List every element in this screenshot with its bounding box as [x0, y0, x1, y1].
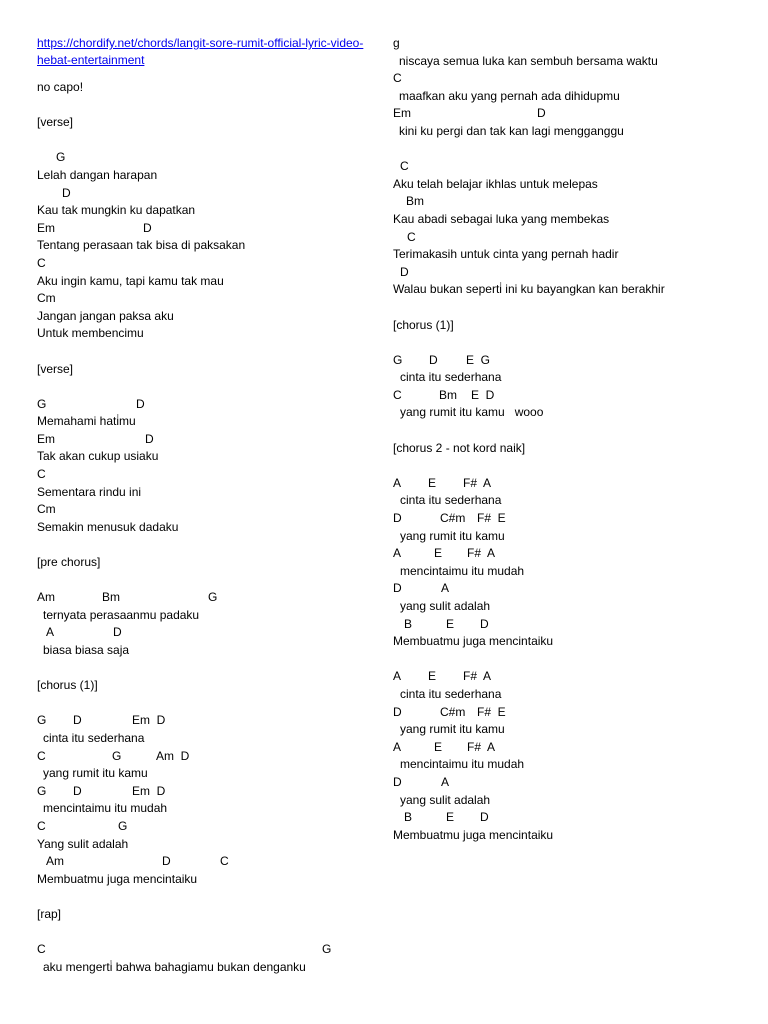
- chord: A: [393, 546, 402, 561]
- chord-line: [37, 220, 382, 238]
- capo-note: no capo!: [37, 80, 84, 94]
- chord: D: [393, 774, 402, 789]
- chord: Em D: [132, 713, 166, 728]
- lyric-line: yang rumit itu kamu: [43, 766, 148, 781]
- chord: C: [220, 854, 229, 869]
- lyric-line: yang rumit itu kamu: [400, 528, 505, 543]
- chord-line: [393, 105, 753, 123]
- chord-line: [393, 158, 753, 176]
- chord: D: [393, 581, 402, 596]
- chord: C#m: [440, 704, 466, 719]
- chord-line: [393, 35, 753, 53]
- chord: D: [480, 810, 489, 825]
- chord: E: [434, 739, 443, 754]
- lyric-line: Sementara rindu ini: [37, 484, 142, 499]
- chord: E: [428, 475, 437, 490]
- section-label: [rap]: [37, 906, 62, 921]
- chord-line: [37, 501, 382, 519]
- chord-line: [393, 545, 753, 563]
- lyric-line: kini ku pergi dan tak kan lagi mengganggu: [399, 123, 624, 138]
- chord: Cm: [37, 291, 56, 306]
- chord: E: [428, 669, 437, 684]
- chord: Em: [37, 431, 55, 446]
- chord: Em D: [132, 783, 166, 798]
- chord: D: [162, 854, 171, 869]
- chord: G: [56, 150, 66, 165]
- lyric-line: Walau bukan seperti̇ ini ku bayangkan kan berakhir: [393, 282, 665, 297]
- chord: C: [393, 387, 402, 402]
- chord: Bm: [406, 194, 424, 209]
- chord-line: [37, 818, 382, 836]
- chord: F# A: [467, 546, 496, 561]
- lyric-line: Terimakasih untuk cinta yang pernah hadir: [393, 247, 619, 262]
- chord: D: [73, 713, 82, 728]
- chord: C: [37, 818, 46, 833]
- chord: G: [112, 748, 122, 763]
- chord-line: [393, 616, 753, 634]
- lyric-line: Membuatmu juga mencintaiku: [393, 827, 554, 842]
- lyric-line: cinta itu sederhana: [400, 493, 502, 508]
- chord: C: [37, 255, 46, 270]
- chord: D: [429, 352, 438, 367]
- lyric-line: Aku ingin kamu, tapi kamu tak mau: [37, 273, 224, 288]
- chord: G: [118, 818, 128, 833]
- chord-line: [37, 466, 382, 484]
- chord: Em: [37, 220, 55, 235]
- chord: G: [37, 713, 47, 728]
- chord-line: [37, 149, 382, 167]
- lyric-line: cinta itu sederhana: [400, 686, 502, 701]
- lyric-line: aku mengerti̇ bahwa bahagiamu bukan denganku: [43, 959, 306, 974]
- chord: G: [208, 590, 218, 605]
- lyric-line: yang rumit itu kamu: [400, 722, 505, 737]
- chord: Cm: [37, 502, 56, 517]
- chord: C: [393, 71, 402, 86]
- chord: G: [37, 396, 47, 411]
- lyric-line: niscaya semua luka kan sembuh bersama waktu: [399, 53, 658, 68]
- chord-line: [393, 809, 753, 827]
- chord-line: [393, 193, 753, 211]
- chord: A: [46, 625, 55, 640]
- chord: F# E: [477, 511, 506, 526]
- chord: D: [143, 220, 152, 235]
- chord-line: [37, 290, 382, 308]
- lyric-line: Memahami hati̇mu: [37, 414, 136, 429]
- source-link[interactable]: https://chordify.net/chords/langit-sore-rumit-official-lyric-video-hebat-entertainment: [37, 36, 364, 67]
- right-column: [393, 35, 753, 844]
- chord: Em: [393, 106, 411, 121]
- chord: A: [441, 774, 450, 789]
- chord-line: [393, 774, 753, 792]
- chord: D: [136, 396, 145, 411]
- left-column: [37, 35, 382, 976]
- chord-line: [393, 739, 753, 757]
- chord: Am: [46, 854, 64, 869]
- chord: A: [393, 669, 402, 684]
- lyric-line: Semakin menusuk dadaku: [37, 519, 179, 534]
- chord: D: [480, 616, 489, 631]
- chord: D: [145, 431, 154, 446]
- section-label: [pre chorus]: [37, 555, 101, 570]
- chord: D: [537, 106, 546, 121]
- chord: E: [434, 546, 443, 561]
- chord: D: [400, 264, 409, 279]
- chord: F# E: [477, 704, 506, 719]
- chord: C: [37, 467, 46, 482]
- lyric-line: Tentang perasaan tak bisa di paksakan: [37, 238, 246, 253]
- chord-line: [37, 185, 382, 203]
- chord-line: [393, 704, 753, 722]
- chord: F# A: [467, 739, 496, 754]
- chord: C: [37, 748, 46, 763]
- lyric-line: biasa biasa saja: [43, 643, 130, 657]
- lyric-line: cinta itu sederhana: [400, 370, 502, 385]
- chord-line: [393, 475, 753, 493]
- chord: D: [113, 625, 122, 640]
- chord-line: [37, 396, 382, 414]
- lyric-line: Membuatmu juga mencintaiku: [37, 871, 198, 886]
- lyric-line: Jangan jangan paksa aku: [37, 308, 174, 323]
- lyric-line: yang rumit itu kamu wooo: [400, 405, 544, 420]
- chord-line: [37, 624, 382, 642]
- chord: B: [404, 810, 413, 825]
- chord: Am D: [156, 748, 190, 763]
- chord-line: [393, 229, 753, 247]
- chord-line: [37, 589, 382, 607]
- chord-line: [393, 264, 753, 282]
- chord: Bm: [102, 590, 120, 605]
- chord: B: [404, 616, 413, 631]
- chord: A: [393, 739, 402, 754]
- lyric-line: mencintaimu itu mudah: [43, 801, 168, 816]
- chord-line: [393, 668, 753, 686]
- chord: C#m: [440, 511, 466, 526]
- section-label: [verse]: [37, 115, 74, 130]
- chord: G: [393, 352, 403, 367]
- lyric-line: Kau tak mungkin ku dapatkan: [37, 203, 196, 218]
- chord-line: [393, 387, 753, 405]
- lyric-line: Kau abadi sebagai luka yang membekas: [393, 211, 610, 226]
- chord-line: [37, 853, 382, 871]
- lyric-line: mencintaimu itu mudah: [400, 757, 525, 772]
- lyric-line: Lelah dangan harapan: [37, 167, 158, 182]
- chord: E: [446, 616, 455, 631]
- lyric-line: Membuatmu juga mencintaiku: [393, 634, 554, 649]
- section-label: [chorus 2 - not kord naik]: [393, 440, 526, 455]
- chord-line: [37, 941, 382, 959]
- chord-line: [37, 431, 382, 449]
- lyric-line: Untuk membencimu: [37, 326, 144, 341]
- chord: G: [37, 783, 47, 798]
- lyric-line: maafkan aku yang pernah ada dihidupmu: [399, 88, 620, 103]
- chord-line: [393, 580, 753, 598]
- chord: E D: [471, 387, 495, 402]
- chord-line: [37, 712, 382, 730]
- chord: g: [393, 36, 400, 50]
- lyric-line: Tak akan cukup usiaku: [37, 449, 159, 464]
- lyric-line: Yang sulit adalah: [37, 836, 129, 851]
- chord: F# A: [463, 475, 492, 490]
- chord: A: [393, 475, 402, 490]
- section-label: [chorus (1)]: [393, 317, 454, 332]
- lyric-line: yang sulit adalah: [400, 599, 491, 613]
- chord-line: [393, 70, 753, 88]
- chord: E: [446, 810, 455, 825]
- chord: C: [407, 229, 416, 244]
- chord: D: [393, 704, 402, 719]
- lyric-line: Aku telah belajar ikhlas untuk melepas: [393, 176, 598, 191]
- chord-line: [393, 510, 753, 528]
- lyric-line: cinta itu sederhana: [43, 730, 145, 745]
- lyric-line: yang sulit adalah: [400, 792, 491, 807]
- chord-line: [37, 255, 382, 273]
- lyric-line: mencintaimu itu mudah: [400, 563, 525, 578]
- chord: D: [73, 783, 82, 798]
- section-label: [verse]: [37, 361, 74, 376]
- section-label: [chorus (1)]: [37, 678, 98, 693]
- chord: C: [37, 942, 46, 957]
- chord: G: [322, 942, 332, 957]
- chord: F# A: [463, 669, 492, 684]
- chord: E G: [466, 352, 491, 367]
- lyric-line: ternyata perasaanmu padaku: [43, 607, 200, 622]
- chord: D: [393, 511, 402, 526]
- chord: A: [441, 581, 450, 596]
- chord-line: [393, 352, 753, 370]
- chord: D: [62, 185, 71, 200]
- chord-line: [37, 748, 382, 766]
- chord-line: [37, 783, 382, 801]
- chord: C: [400, 159, 409, 174]
- chord: Bm: [439, 387, 457, 402]
- chord: Am: [37, 590, 55, 605]
